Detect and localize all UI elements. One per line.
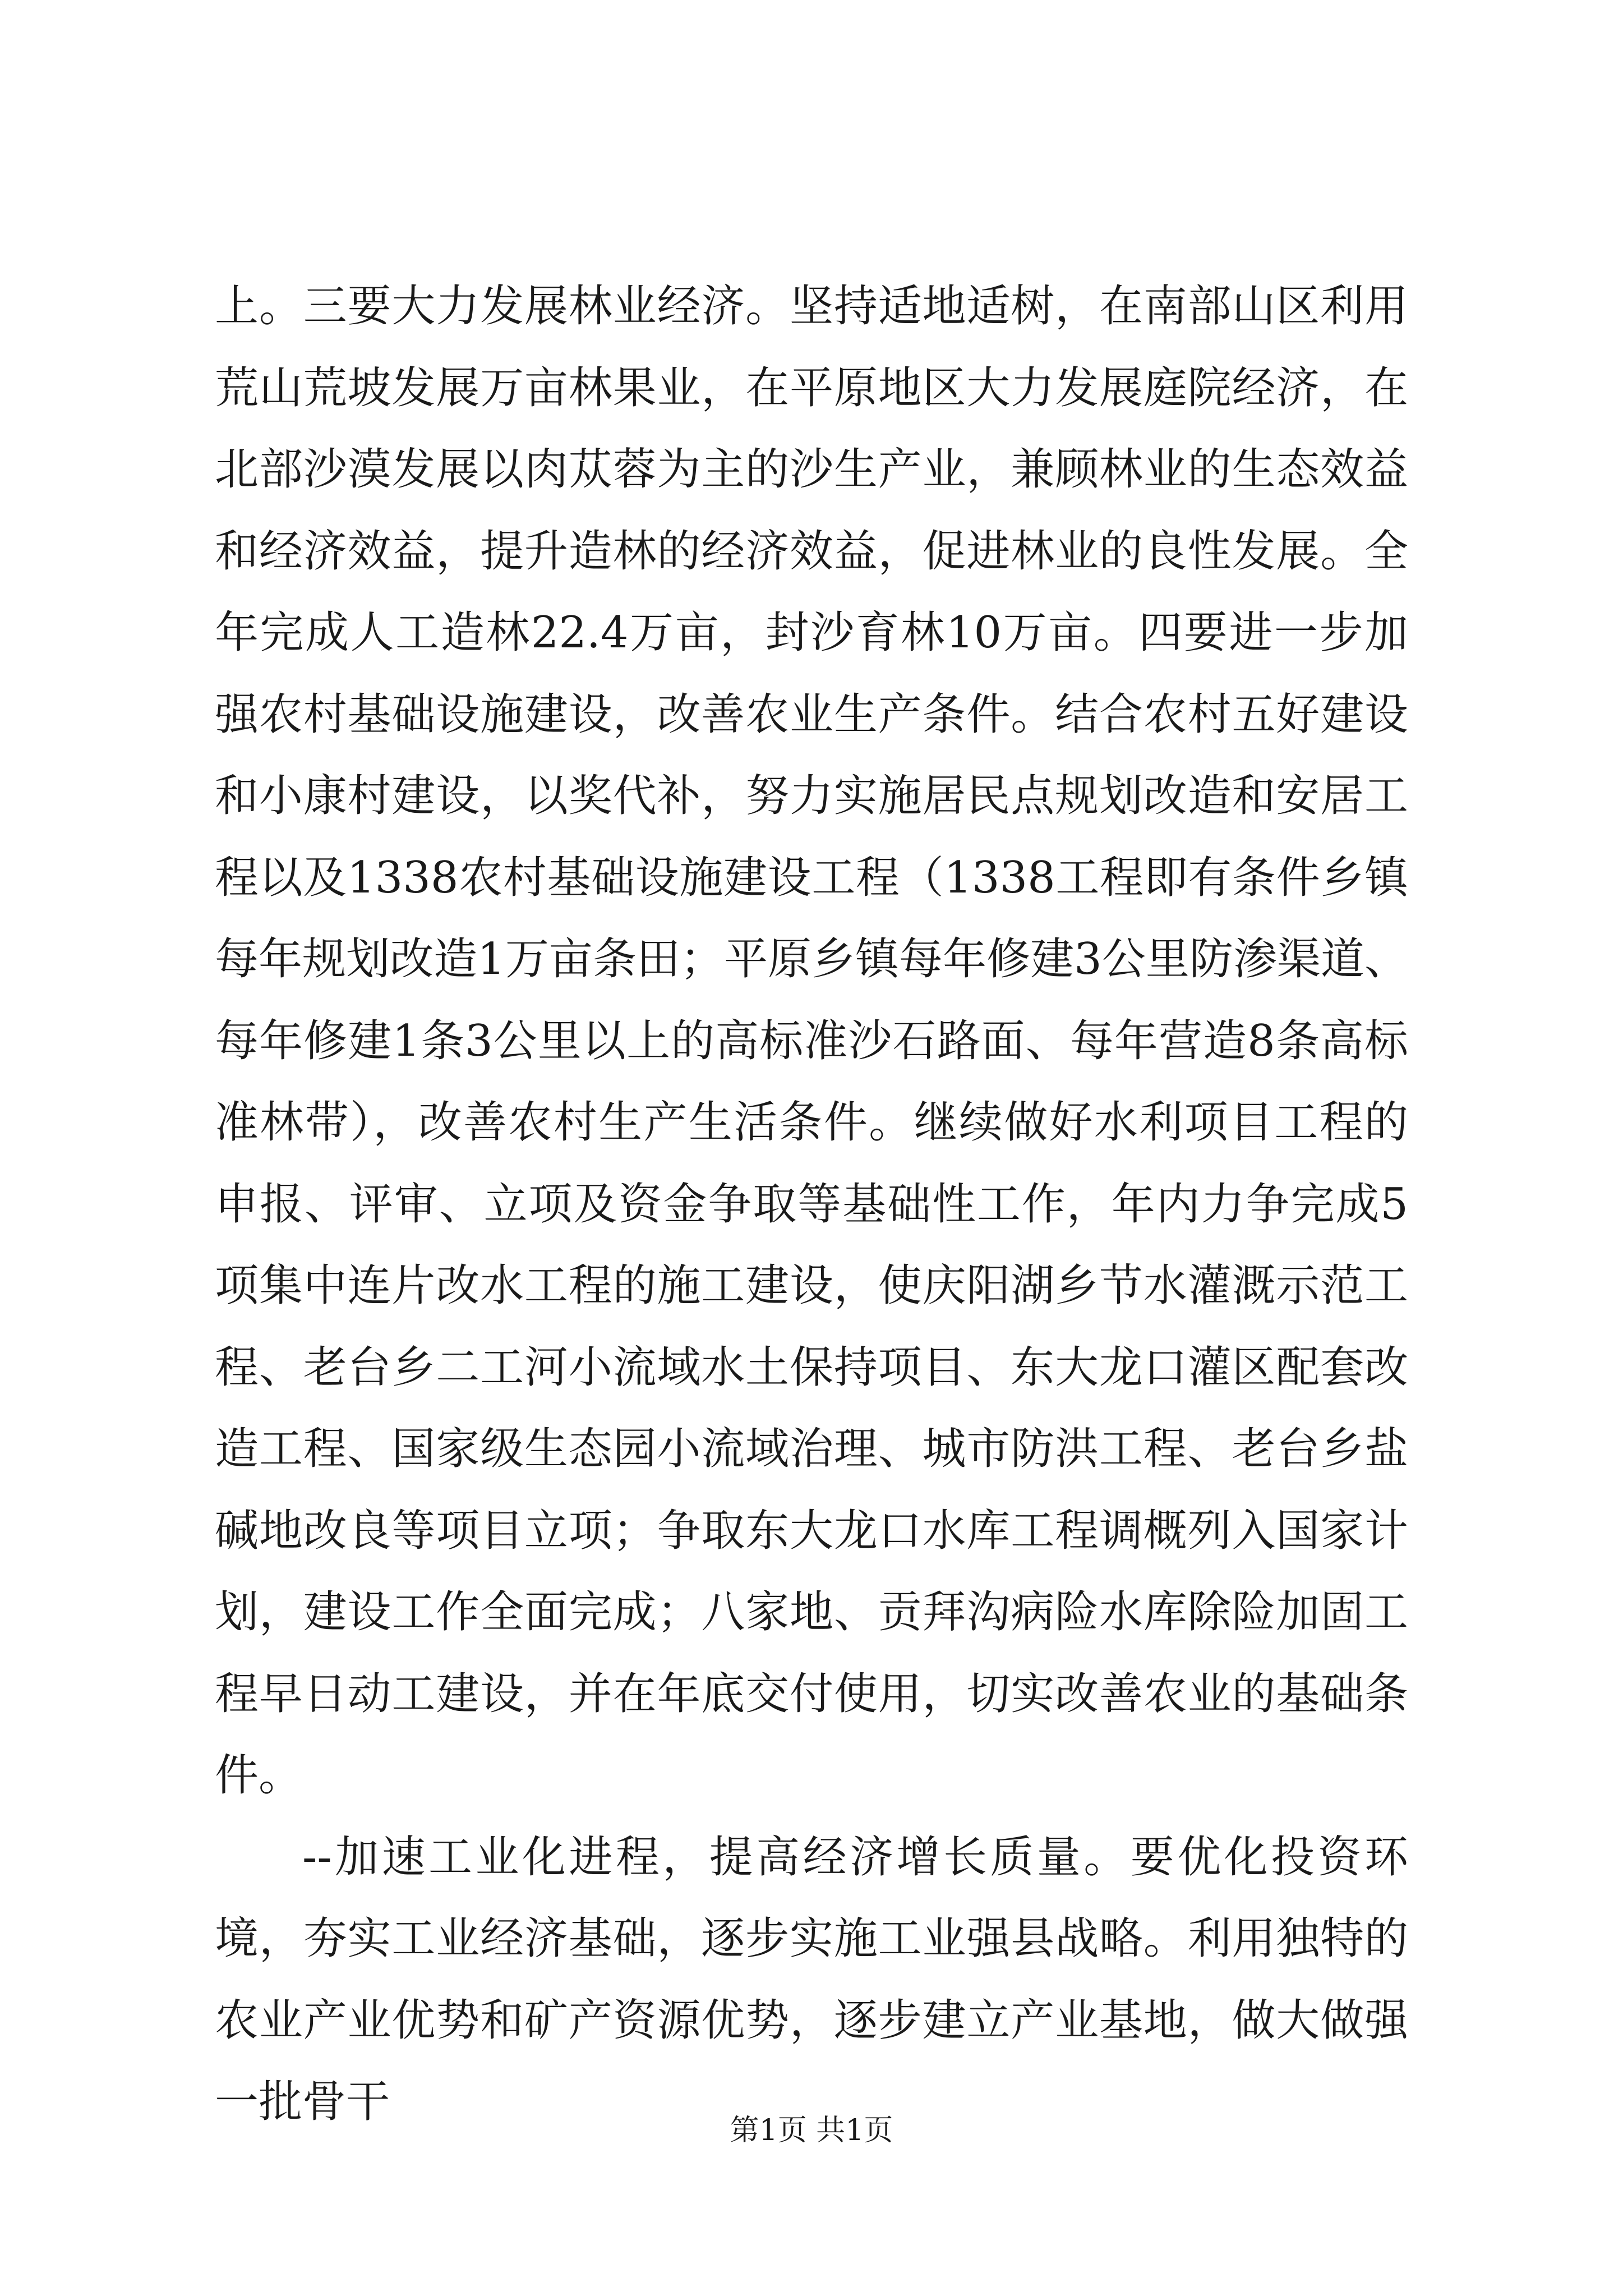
- page-footer: 第1页 共1页: [730, 2114, 893, 2147]
- document-body: [215, 266, 1408, 2143]
- paragraph-2: --加速工业化进程，提高经济增长质量。要优化投资环境，夯实工业经济基础，逐步实施工业强县战略。利用独特的农业产业优势和矿产资源优势，逐步建立产业基地，做大做强一批骨干: [215, 1832, 1408, 2127]
- paragraph-1: 上。三要大力发展林业经济。坚持适地适树，在南部山区利用荒山荒坡发展万亩林果业，在平原地区大力发展庭院经济，在北部沙漠发展以肉苁蓉为主的沙生产业，兼顾林业的生态效益和经济效益，提升造林的经济效益，促进林业的良性发展。全年完成人工造林22.4万亩，封沙育林10万亩。四要进一步加强农村基础设施建设，改善农业生产条件。结合农村五好建设和小康村建设，以奖代补，努力实施居民点规划改造和安居工程以及1338农村基础设施建设工程（1338工程即有条件乡镇每年规划改造1万亩条田；平原乡镇每年修建3公里防渗渠道、每年修建1条3公里以上的高标准沙石路面、每年营造8条高标准林带），改善农村生产生活条件。继续做好水利项目工程的申报、评审、立项及资金争取等基础性工作，年内力争完成5项集中连片改水工程的施工建设，使庆阳湖乡节水灌溉示范工程、老台乡二工河小流域水土保持项目、东大龙口灌区配套改造工程、国家级生态园小流域治理、城市防洪工程、老台乡盐碱地改良等项目立项；争取东大龙口水库工程调概列入国家计划，建设工作全面完成；八家地、贡拜沟病险水库除险加固工程早日动工建设，并在年底交付使用，切实改善农业的基础条件。: [215, 281, 1408, 1801]
